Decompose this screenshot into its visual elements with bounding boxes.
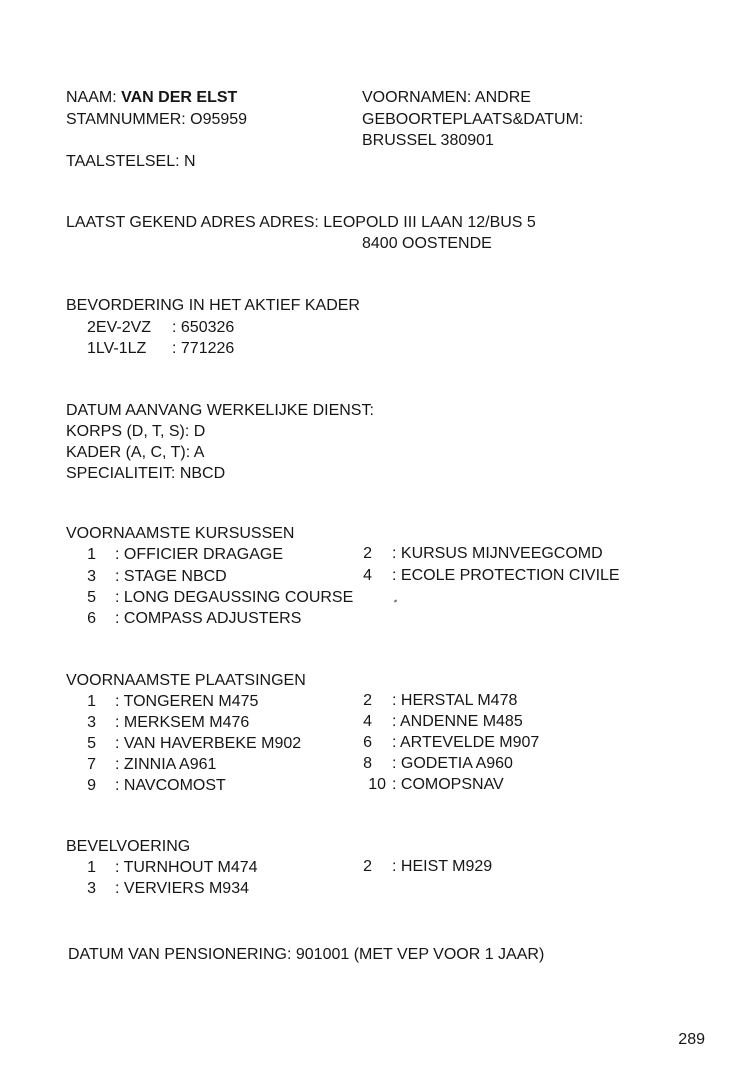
kursus-text: : KURSUS MIJNVEEGCOMD <box>392 545 603 562</box>
plaatsing-number: 2 <box>363 692 372 709</box>
kursus-text: : COMPASS ADJUSTERS <box>115 610 302 627</box>
kursus-text: : STAGE NBCD <box>115 568 227 585</box>
stray-mark <box>394 599 398 602</box>
plaatsing-text: : ARTEVELDE M907 <box>392 734 540 751</box>
kursus-text: : OFFICIER DRAGAGE <box>115 546 284 563</box>
dienst-line-2: KORPS (D, T, S): D <box>66 423 206 440</box>
bevordering-title: BEVORDERING IN HET AKTIEF KADER <box>66 297 360 314</box>
plaatsing-number: 7 <box>87 756 96 773</box>
kursus-number: 6 <box>87 610 96 627</box>
plaatsing-text: : ZINNIA A961 <box>115 756 217 773</box>
stamnummer: STAMNUMMER: O95959 <box>66 111 248 128</box>
geboorte-label: GEBOORTEPLAATS&DATUM: <box>362 111 584 128</box>
plaatsing-number: 3 <box>87 714 96 731</box>
bevordering-rank-2: 1LV-1LZ <box>87 340 147 357</box>
name-line <box>66 88 237 108</box>
bevordering-rank-1: 2EV-2VZ <box>87 319 152 336</box>
plaatsing-text: : GODETIA A960 <box>392 755 513 772</box>
plaatsing-number: 9 <box>87 777 96 794</box>
kursus-number: 2 <box>363 545 372 562</box>
pensioen-line: DATUM VAN PENSIONERING: 901001 (MET VEP VOOR 1 JAAR) <box>68 946 545 963</box>
bevelvoering-text: : HEIST M929 <box>392 858 493 875</box>
address-line-1: LAATST GEKEND ADRES ADRES: LEOPOLD III LAAN 12/BUS 5 <box>66 214 536 231</box>
dienst-line-3: KADER (A, C, T): A <box>66 444 205 461</box>
plaatsing-number: 6 <box>363 734 372 751</box>
kursus-number: 5 <box>87 589 96 606</box>
plaatsing-text: : MERKSEM M476 <box>115 714 250 731</box>
plaatsing-text: : VAN HAVERBEKE M902 <box>115 735 302 752</box>
plaatsing-text: : HERSTAL M478 <box>392 692 518 709</box>
plaatsing-text: : ANDENNE M485 <box>392 713 523 730</box>
dienst-line-4: SPECIALITEIT: NBCD <box>66 465 226 482</box>
voornamen: VOORNAMEN: ANDRE <box>362 89 531 106</box>
bevelvoering-text: : TURNHOUT M474 <box>115 859 258 876</box>
bevelvoering-number: 3 <box>87 880 96 897</box>
plaatsing-number: 5 <box>87 735 96 752</box>
bevelvoering-text: : VERVIERS M934 <box>115 880 249 897</box>
geboorte-value: BRUSSEL 380901 <box>362 132 494 149</box>
bevordering-date-1: : 650326 <box>172 319 235 336</box>
plaatsing-text: : NAVCOMOST <box>115 777 226 794</box>
name-value: VAN DER ELST <box>121 89 238 106</box>
kursussen-title: VOORNAAMSTE KURSUSSEN <box>66 525 295 542</box>
bevordering-date-2: : 771226 <box>172 340 235 357</box>
plaatsing-text: : TONGEREN M475 <box>115 693 259 710</box>
name-label: NAAM: <box>66 89 117 106</box>
kursus-number: 1 <box>87 546 96 563</box>
bevelvoering-number: 1 <box>87 859 96 876</box>
dienst-line-1: DATUM AANVANG WERKELIJKE DIENST: <box>66 402 374 419</box>
taalstelsel: TAALSTELSEL: N <box>66 153 196 170</box>
plaatsing-number: 1 <box>87 693 96 710</box>
plaatsing-number: 4 <box>363 713 372 730</box>
address-line-2: 8400 OOSTENDE <box>362 235 492 252</box>
kursus-text: : LONG DEGAUSSING COURSE <box>115 589 354 606</box>
plaatsing-number: 8 <box>363 755 372 772</box>
bevelvoering-number: 2 <box>363 858 372 875</box>
plaatsing-number: 10 <box>368 776 386 793</box>
plaatsing-text: : COMOPSNAV <box>392 776 504 793</box>
kursus-text: : ECOLE PROTECTION CIVILE <box>392 567 620 584</box>
kursus-number: 4 <box>363 567 372 584</box>
page-number: 289 <box>678 1031 705 1048</box>
bevelvoering-title: BEVELVOERING <box>66 838 191 855</box>
plaatsingen-title: VOORNAAMSTE PLAATSINGEN <box>66 672 306 689</box>
kursus-number: 3 <box>87 568 96 585</box>
